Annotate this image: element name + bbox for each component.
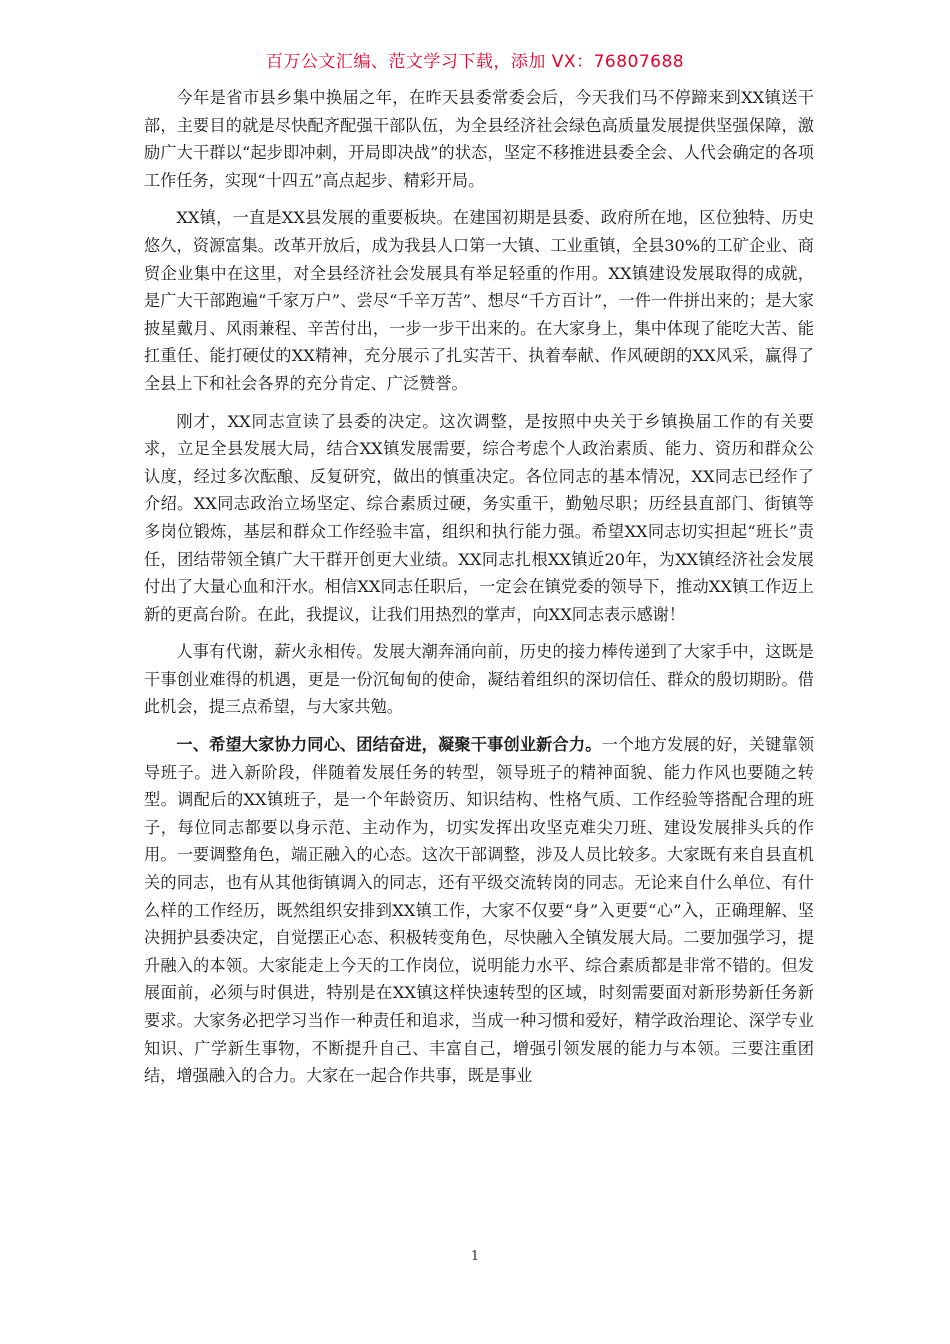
paragraph-4: 人事有代谢，薪火永相传。发展大潮奔涌向前，历史的接力棒传递到了大家手中，这既是干事创业难得的机遇，更是一份沉甸甸的使命，凝结着组织的深切信任、群众的殷切期盼。借此机会，提三点希望，与大家共勉。 (144, 642, 814, 717)
paragraph-2: XX镇，一直是XX县发展的重要板块。在建国初期是县委、政府所在地，区位独特、历史悠久，资源富集。改革开放后，成为我县人口第一大镇、工业重镇，全县30%的工矿企业、商贸企业集中在这里，对全县经济社会发展具有举足轻重的作用。XX镇建设发展取得的成就，是广大干部跑遍“千家万户”、尝尽“千辛万苦”、想尽“千方百计”，一件一件拼出来的；是大家披星戴月、风雨兼程、辛苦付出，一步一步干出来的。在大家身上，集中体现了能吃大苦、能扛重任、能打硬仗的XX精神，充分展示了扎实苦干、执着奉献、作风硬朗的XX风采，赢得了全县上下和社会各界的充分肯定、广泛赞誉。 (144, 208, 814, 393)
document-body (144, 84, 814, 1100)
section-body: 一个地方发展的好，关键靠领导班子。进入新阶段，伴随着发展任务的转型，领导班子的精神面貌、能力作风也要随之转型。调配后的XX镇班子，是一个年龄资历、知识结构、性格气质、工作经验等搭配合理的班子，每位同志都要以身示范、主动作为，切实发挥出攻坚克难尖刀班、建设发展排头兵的作用。一要调整角色，端正融入的心态。这次干部调整，涉及人员比较多。大家既有来自县直机关的同志，也有从其他街镇调入的同志，还有平级交流转岗的同志。无论来自什么单位、有什么样的工作经历，既然组织安排到XX镇工作，大家不仅要“身”入更要“心”入，正确理解、坚决拥护县委决定，自觉摆正心态、积极转变角色，尽快融入全镇发展大局。二要加强学习，提升融入的本领。大家能走上今天的工作岗位，说明能力水平、综合素质都是非常不错的。但发展面前，必须与时俱进，特别是在XX镇这样快速转型的区域，时刻需要面对新形势新任务新要求。大家务必把学习当作一种责任和追求，当成一种习惯和爱好，精学政治理论、深学专业知识、广学新生事物，不断提升自己、丰富自己，增强引领发展的能力与本领。三要注重团结，增强融入的合力。大家在一起合作共事，既是事业 (144, 735, 815, 1086)
section-heading: 一、希望大家协力同心、团结奋进，凝聚干事创业新合力。 (176, 735, 602, 755)
paragraph-1: 今年是省市县乡集中换届之年，在昨天县委常委会后，今天我们马不停蹄来到XX镇送干部，主要目的就是尽快配齐配强干部队伍，为全县经济社会绿色高质量发展提供坚强保障，激励广大干群以“起步即冲刺，开局即决战”的状态，坚定不移推进县委全会、人代会确定的各项工作任务，实现“十四五”高点起步、精彩开局。 (144, 88, 814, 190)
header-banner: 百万公文汇编、范文学习下载，添加 VX：76807688 (265, 52, 685, 72)
page-number: 1 (470, 1249, 480, 1264)
paragraph-5 (144, 731, 814, 1090)
paragraph-3: 刚才，XX同志宣读了县委的决定。这次调整，是按照中央关于乡镇换届工作的有关要求，立足全县发展大局，结合XX镇发展需要，综合考虑个人政治素质、能力、资历和群众公认度，经过多次酝酿、反复研究，做出的慎重决定。各位同志的基本情况，XX同志已经作了介绍。XX同志政治立场坚定、综合素质过硬，务实重干，勤勉尽职；历经县直部门、街镇等多岗位锻炼，基层和群众工作经验丰富，组织和执行能力强。希望XX同志切实担起“班长”责任，团结带领全镇广大干群开创更大业绩。XX同志扎根XX镇近20年，为XX镇经济社会发展付出了大量心血和汗水。相信XX同志任职后，一定会在镇党委的领导下，推动XX镇工作迈上新的更高台阶。在此，我提议，让我们用热烈的掌声，向XX同志表示感谢！ (144, 411, 814, 624)
